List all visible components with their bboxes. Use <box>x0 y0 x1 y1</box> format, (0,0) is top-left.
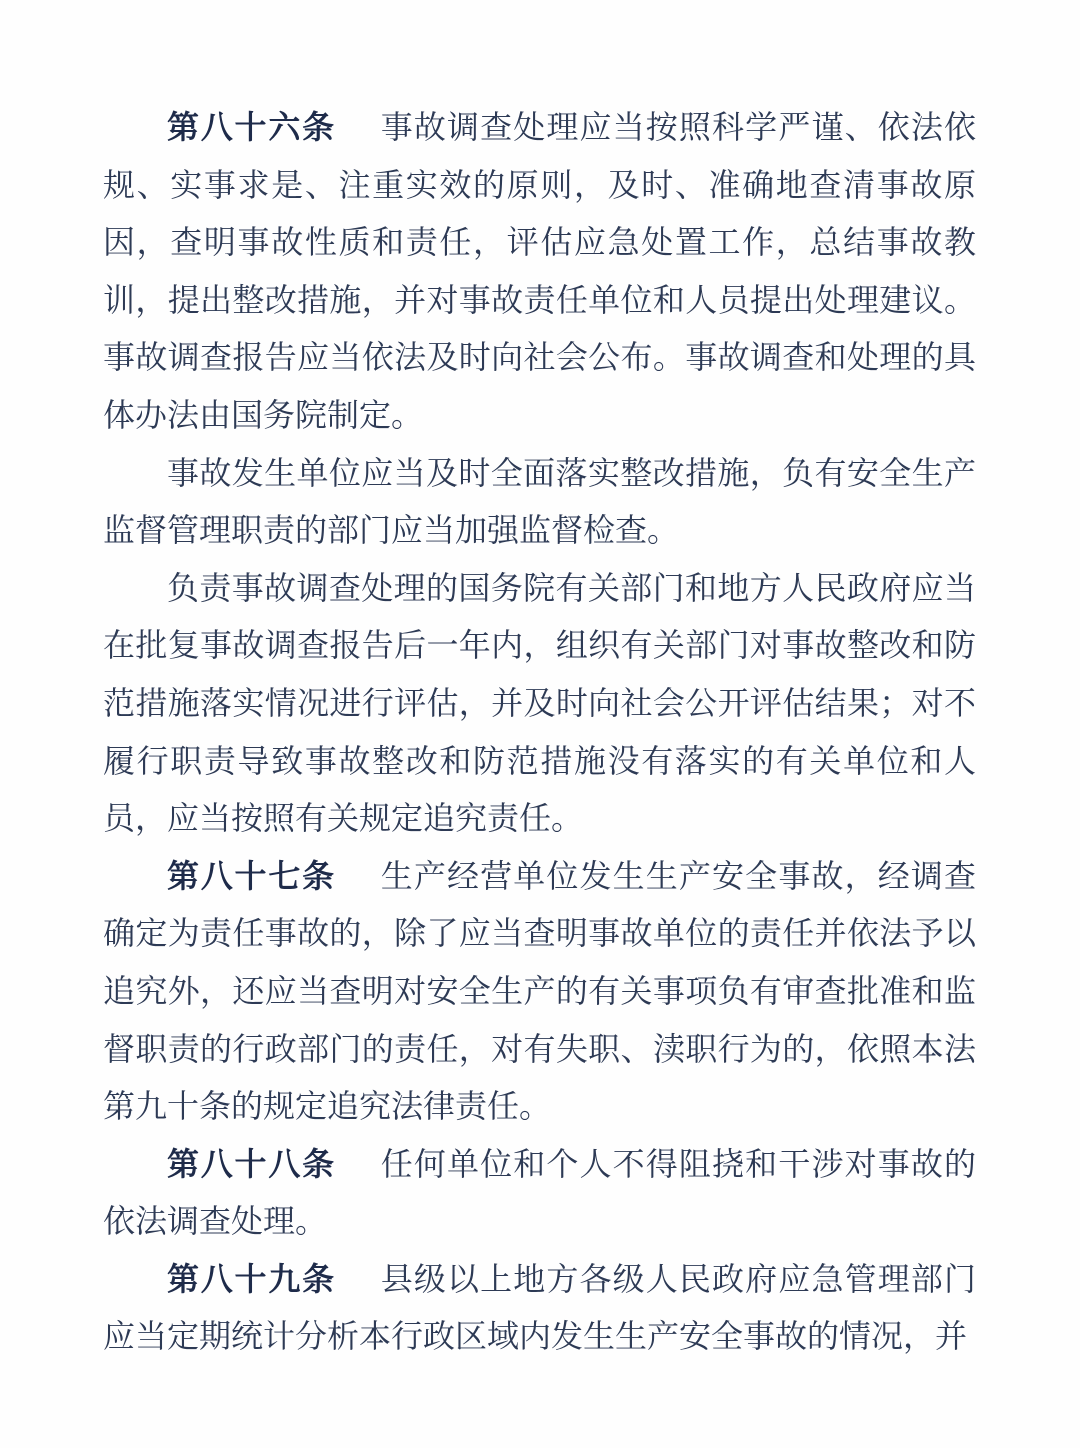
article-number: 第八十八条 <box>167 1145 336 1182</box>
article-number: 第八十七条 <box>167 857 336 894</box>
article-text: 生产经营单位发生生产安全事故，经调查确定为责任事故的，除了应当查明事故单位的责任并依法予以追究外，还应当查明对安全生产的有关事项负有审查批准和监督职责的行政部门的责任，对有失职、渎职行为的，依照本法第九十条的规定追究法律责任。 <box>103 857 976 1125</box>
article-text: 任何单位和个人不得阻挠和干涉对事故的依法调查处理。 <box>103 1145 976 1240</box>
article-number: 第八十九条 <box>167 1260 336 1297</box>
article-text: 县级以上地方各级人民政府应急管理部门应当定期统计分析本行政区域内发生生产安全事故的情况，并 <box>103 1260 976 1355</box>
law-paragraph <box>103 1136 976 1251</box>
article-text: 负责事故调查处理的国务院有关部门和地方人民政府应当在批复事故调查报告后一年内，组织有关部门对事故整改和防范措施落实情况进行评估，并及时向社会公开评估结果；对不履行职责导致事故整改和防范措施没有落实的有关单位和人员，应当按照有关规定追究责任。 <box>103 569 976 837</box>
law-paragraph <box>103 1251 976 1366</box>
law-paragraph <box>103 848 976 1136</box>
document-body <box>103 99 976 1366</box>
law-paragraph <box>103 99 976 445</box>
article-text: 事故调查处理应当按照科学严谨、依法依规、实事求是、注重实效的原则，及时、准确地查清事故原因，查明事故性质和责任，评估应急处置工作，总结事故教训，提出整改措施，并对事故责任单位和人员提出处理建议。事故调查报告应当依法及时向社会公布。事故调查和处理的具体办法由国务院制定。 <box>103 109 976 433</box>
article-number: 第八十六条 <box>167 109 336 145</box>
law-paragraph <box>103 560 976 848</box>
law-paragraph <box>103 445 976 560</box>
article-text: 事故发生单位应当及时全面落实整改措施，负有安全生产监督管理职责的部门应当加强监督检查。 <box>103 454 976 549</box>
